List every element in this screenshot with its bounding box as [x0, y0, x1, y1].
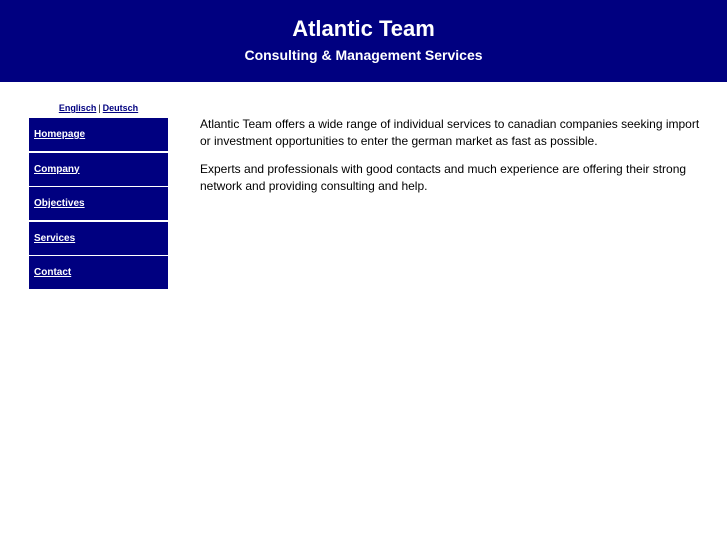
nav-item-services[interactable]: Services: [29, 222, 168, 255]
language-link-english[interactable]: Englisch: [58, 103, 97, 113]
nav-item-homepage[interactable]: Homepage: [29, 118, 168, 151]
nav-item-contact[interactable]: Contact: [29, 256, 168, 289]
intro-paragraph: Atlantic Team offers a wide range of individual services to canadian companies seeking import or investment opportunities to enter the german market as fast as possible.: [200, 117, 700, 148]
site-subtitle: Consulting & Management Services: [244, 47, 483, 63]
nav-item-objectives[interactable]: Objectives: [29, 187, 168, 220]
main-content: [200, 116, 710, 206]
site-header: [0, 0, 727, 82]
site-title: Atlantic Team: [292, 16, 435, 41]
sidebar-nav: [29, 118, 168, 291]
language-separator: |: [98, 103, 101, 113]
experts-paragraph: Experts and professionals with good contacts and much experience are offering their strong network and providing consulting and help.: [200, 162, 687, 193]
language-link-german[interactable]: Deutsch: [102, 103, 139, 113]
language-switcher: [29, 102, 168, 115]
nav-item-company[interactable]: Company: [29, 153, 168, 186]
